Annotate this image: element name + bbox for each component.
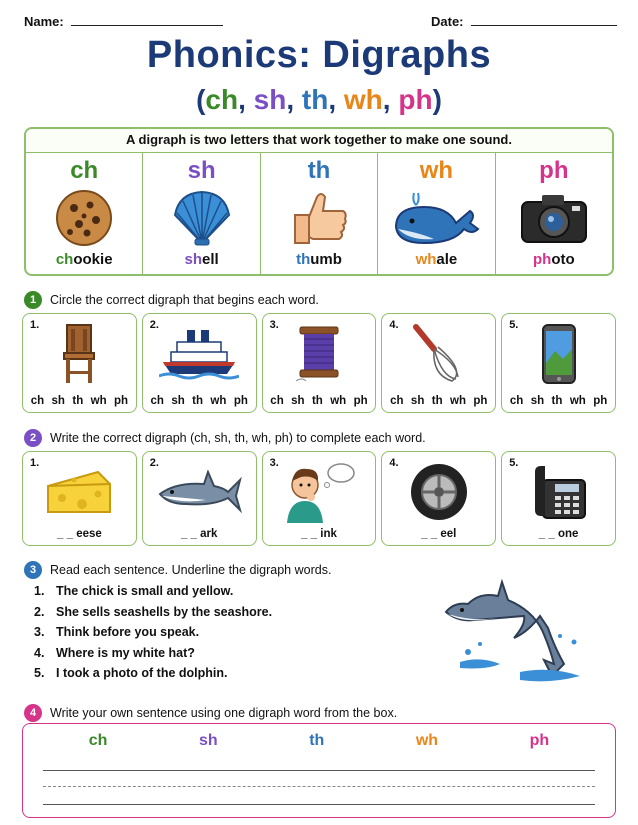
ship-icon bbox=[143, 322, 256, 386]
option-wh[interactable]: wh bbox=[569, 395, 586, 407]
writing-midline bbox=[43, 786, 595, 787]
writing-box[interactable] bbox=[22, 723, 616, 818]
option-wh[interactable]: wh bbox=[90, 395, 107, 407]
option-sh[interactable]: sh bbox=[51, 395, 65, 407]
sentence-item[interactable]: 3. Think before you speak. bbox=[34, 625, 200, 639]
card-number: 3. bbox=[269, 457, 279, 469]
digraph-word-box bbox=[23, 732, 615, 750]
whisk-icon bbox=[382, 322, 495, 386]
intro-col-sh bbox=[143, 153, 260, 274]
thumb-icon bbox=[261, 187, 377, 249]
option-th[interactable]: th bbox=[192, 395, 204, 407]
intro-col-ch bbox=[26, 153, 143, 274]
date-label: Date: bbox=[431, 14, 464, 29]
thread-spool-icon bbox=[263, 322, 376, 386]
page-title: Phonics: Digraphs bbox=[146, 34, 492, 76]
option-ch[interactable]: ch bbox=[509, 395, 524, 407]
digraph-options bbox=[23, 395, 136, 407]
cookie-icon bbox=[26, 187, 142, 249]
name-field[interactable] bbox=[24, 14, 223, 29]
option-ph[interactable]: ph bbox=[473, 395, 488, 407]
thinking-boy-icon bbox=[263, 460, 376, 524]
wheel-icon bbox=[382, 460, 495, 524]
fill-card-4 bbox=[381, 451, 496, 546]
dolphin-icon bbox=[440, 572, 590, 692]
digraph-ph: ph bbox=[529, 732, 550, 749]
fill-card-5 bbox=[501, 451, 616, 546]
digraph-label: sh bbox=[187, 157, 216, 184]
circle-card-5 bbox=[501, 313, 616, 413]
card-number: 5. bbox=[509, 457, 519, 469]
option-ch[interactable]: ch bbox=[30, 395, 45, 407]
digraph-options bbox=[382, 395, 495, 407]
option-ph[interactable]: ph bbox=[593, 395, 608, 407]
digraph-options bbox=[263, 395, 376, 407]
fill-card-2 bbox=[142, 451, 257, 546]
digraph-label: ch bbox=[70, 157, 99, 184]
option-sh[interactable]: sh bbox=[530, 395, 545, 407]
digraph-options bbox=[143, 395, 256, 407]
shark-icon bbox=[143, 460, 256, 524]
section-2-heading bbox=[24, 429, 426, 447]
intro-definition: A digraph is two letters that work together to make one sound. bbox=[26, 129, 612, 153]
section-3-badge: 3 bbox=[24, 561, 42, 579]
sentence-list bbox=[34, 584, 272, 687]
section-2-cards bbox=[22, 451, 616, 546]
camera-icon bbox=[496, 187, 612, 249]
card-number: 2. bbox=[149, 457, 159, 469]
circle-card-1 bbox=[22, 313, 137, 413]
digraph-options bbox=[502, 395, 615, 407]
card-number: 1. bbox=[30, 319, 40, 331]
whale-icon bbox=[378, 187, 494, 249]
section-3-instruction: Read each sentence. Underline the digraph words. bbox=[50, 563, 332, 577]
section-1-badge: 1 bbox=[24, 291, 42, 309]
section-1-heading bbox=[24, 291, 319, 309]
sentence-item[interactable]: 2. She sells seashells by the seashore. bbox=[34, 604, 273, 619]
option-sh[interactable]: sh bbox=[291, 395, 305, 407]
chair-icon bbox=[23, 322, 136, 386]
shell-icon bbox=[143, 187, 259, 249]
date-line[interactable] bbox=[471, 14, 617, 26]
option-sh[interactable]: sh bbox=[171, 395, 185, 407]
writing-line[interactable] bbox=[43, 770, 595, 771]
digraph-label: th bbox=[307, 157, 331, 184]
intro-word: thumb bbox=[296, 251, 342, 268]
phone-icon bbox=[502, 322, 615, 386]
digraph-wh: wh bbox=[415, 732, 439, 749]
writing-baseline[interactable] bbox=[43, 804, 595, 805]
fill-blank[interactable]: _ _ ark bbox=[180, 528, 218, 540]
card-number: 5. bbox=[509, 319, 519, 331]
option-th[interactable]: th bbox=[72, 395, 84, 407]
section-4-heading bbox=[24, 704, 397, 722]
digraph-label: ph bbox=[539, 157, 569, 184]
option-wh[interactable]: wh bbox=[330, 395, 347, 407]
option-th[interactable]: th bbox=[431, 395, 443, 407]
circle-card-3 bbox=[262, 313, 377, 413]
section-2-instruction: Write the correct digraph (ch, sh, th, wh, ph) to complete each word. bbox=[50, 431, 426, 445]
card-number: 4. bbox=[389, 319, 399, 331]
fill-blank[interactable]: _ _ eese bbox=[57, 528, 102, 540]
option-ch[interactable]: ch bbox=[270, 395, 284, 407]
option-ch[interactable]: ch bbox=[390, 395, 404, 407]
option-ph[interactable]: ph bbox=[114, 395, 129, 407]
name-line[interactable] bbox=[71, 14, 223, 26]
option-ph[interactable]: ph bbox=[233, 395, 248, 407]
date-field[interactable] bbox=[431, 14, 617, 29]
fill-blank[interactable]: _ _ eel bbox=[421, 528, 457, 540]
card-number: 2. bbox=[149, 319, 159, 331]
section-1-cards bbox=[22, 313, 616, 413]
section-2-badge: 2 bbox=[24, 429, 42, 447]
section-4-instruction: Write your own sentence using one digraph word from the box. bbox=[50, 706, 398, 720]
sentence-item[interactable]: 1. The chick is small and yellow. bbox=[34, 584, 234, 598]
option-wh[interactable]: wh bbox=[450, 395, 466, 407]
digraph-th: th bbox=[309, 732, 325, 749]
page-subtitle: (ch, sh, th, wh, ph) bbox=[196, 84, 442, 115]
intro-box bbox=[24, 127, 614, 276]
fill-card-3 bbox=[262, 451, 377, 546]
intro-word: whale bbox=[415, 251, 458, 268]
fill-card-1 bbox=[22, 451, 137, 546]
intro-word: photo bbox=[533, 251, 575, 268]
section-3-heading bbox=[24, 561, 331, 579]
digraph-sh: sh bbox=[198, 732, 218, 749]
card-number: 1. bbox=[30, 457, 40, 469]
intro-col-wh bbox=[378, 153, 495, 274]
intro-col-ph bbox=[496, 153, 612, 274]
fill-blank[interactable]: _ _ one bbox=[538, 528, 579, 540]
circle-card-4 bbox=[381, 313, 496, 413]
card-number: 3. bbox=[269, 319, 279, 331]
circle-card-2 bbox=[142, 313, 257, 413]
telephone-icon bbox=[502, 460, 615, 524]
card-number: 4. bbox=[389, 457, 399, 469]
digraph-label: wh bbox=[419, 157, 454, 184]
option-ch[interactable]: ch bbox=[150, 395, 164, 407]
intro-col-th bbox=[261, 153, 378, 274]
option-wh[interactable]: wh bbox=[210, 395, 227, 407]
intro-word: chookie bbox=[55, 251, 113, 268]
digraph-ch: ch bbox=[88, 732, 108, 749]
fill-blank[interactable]: _ _ ink bbox=[301, 528, 337, 540]
sentence-item[interactable]: 5. I took a photo of the dolphin. bbox=[34, 666, 228, 680]
option-th[interactable]: th bbox=[551, 395, 563, 407]
section-1-instruction: Circle the correct digraph that begins each word. bbox=[50, 293, 319, 307]
name-label: Name: bbox=[24, 14, 64, 29]
cheese-icon bbox=[23, 460, 136, 524]
intro-word: shell bbox=[184, 251, 219, 268]
sentence-item[interactable]: 4. Where is my white hat? bbox=[34, 645, 195, 660]
option-ph[interactable]: ph bbox=[353, 395, 368, 407]
option-sh[interactable]: sh bbox=[410, 395, 425, 407]
option-th[interactable]: th bbox=[311, 395, 323, 407]
section-4-badge: 4 bbox=[24, 704, 42, 722]
